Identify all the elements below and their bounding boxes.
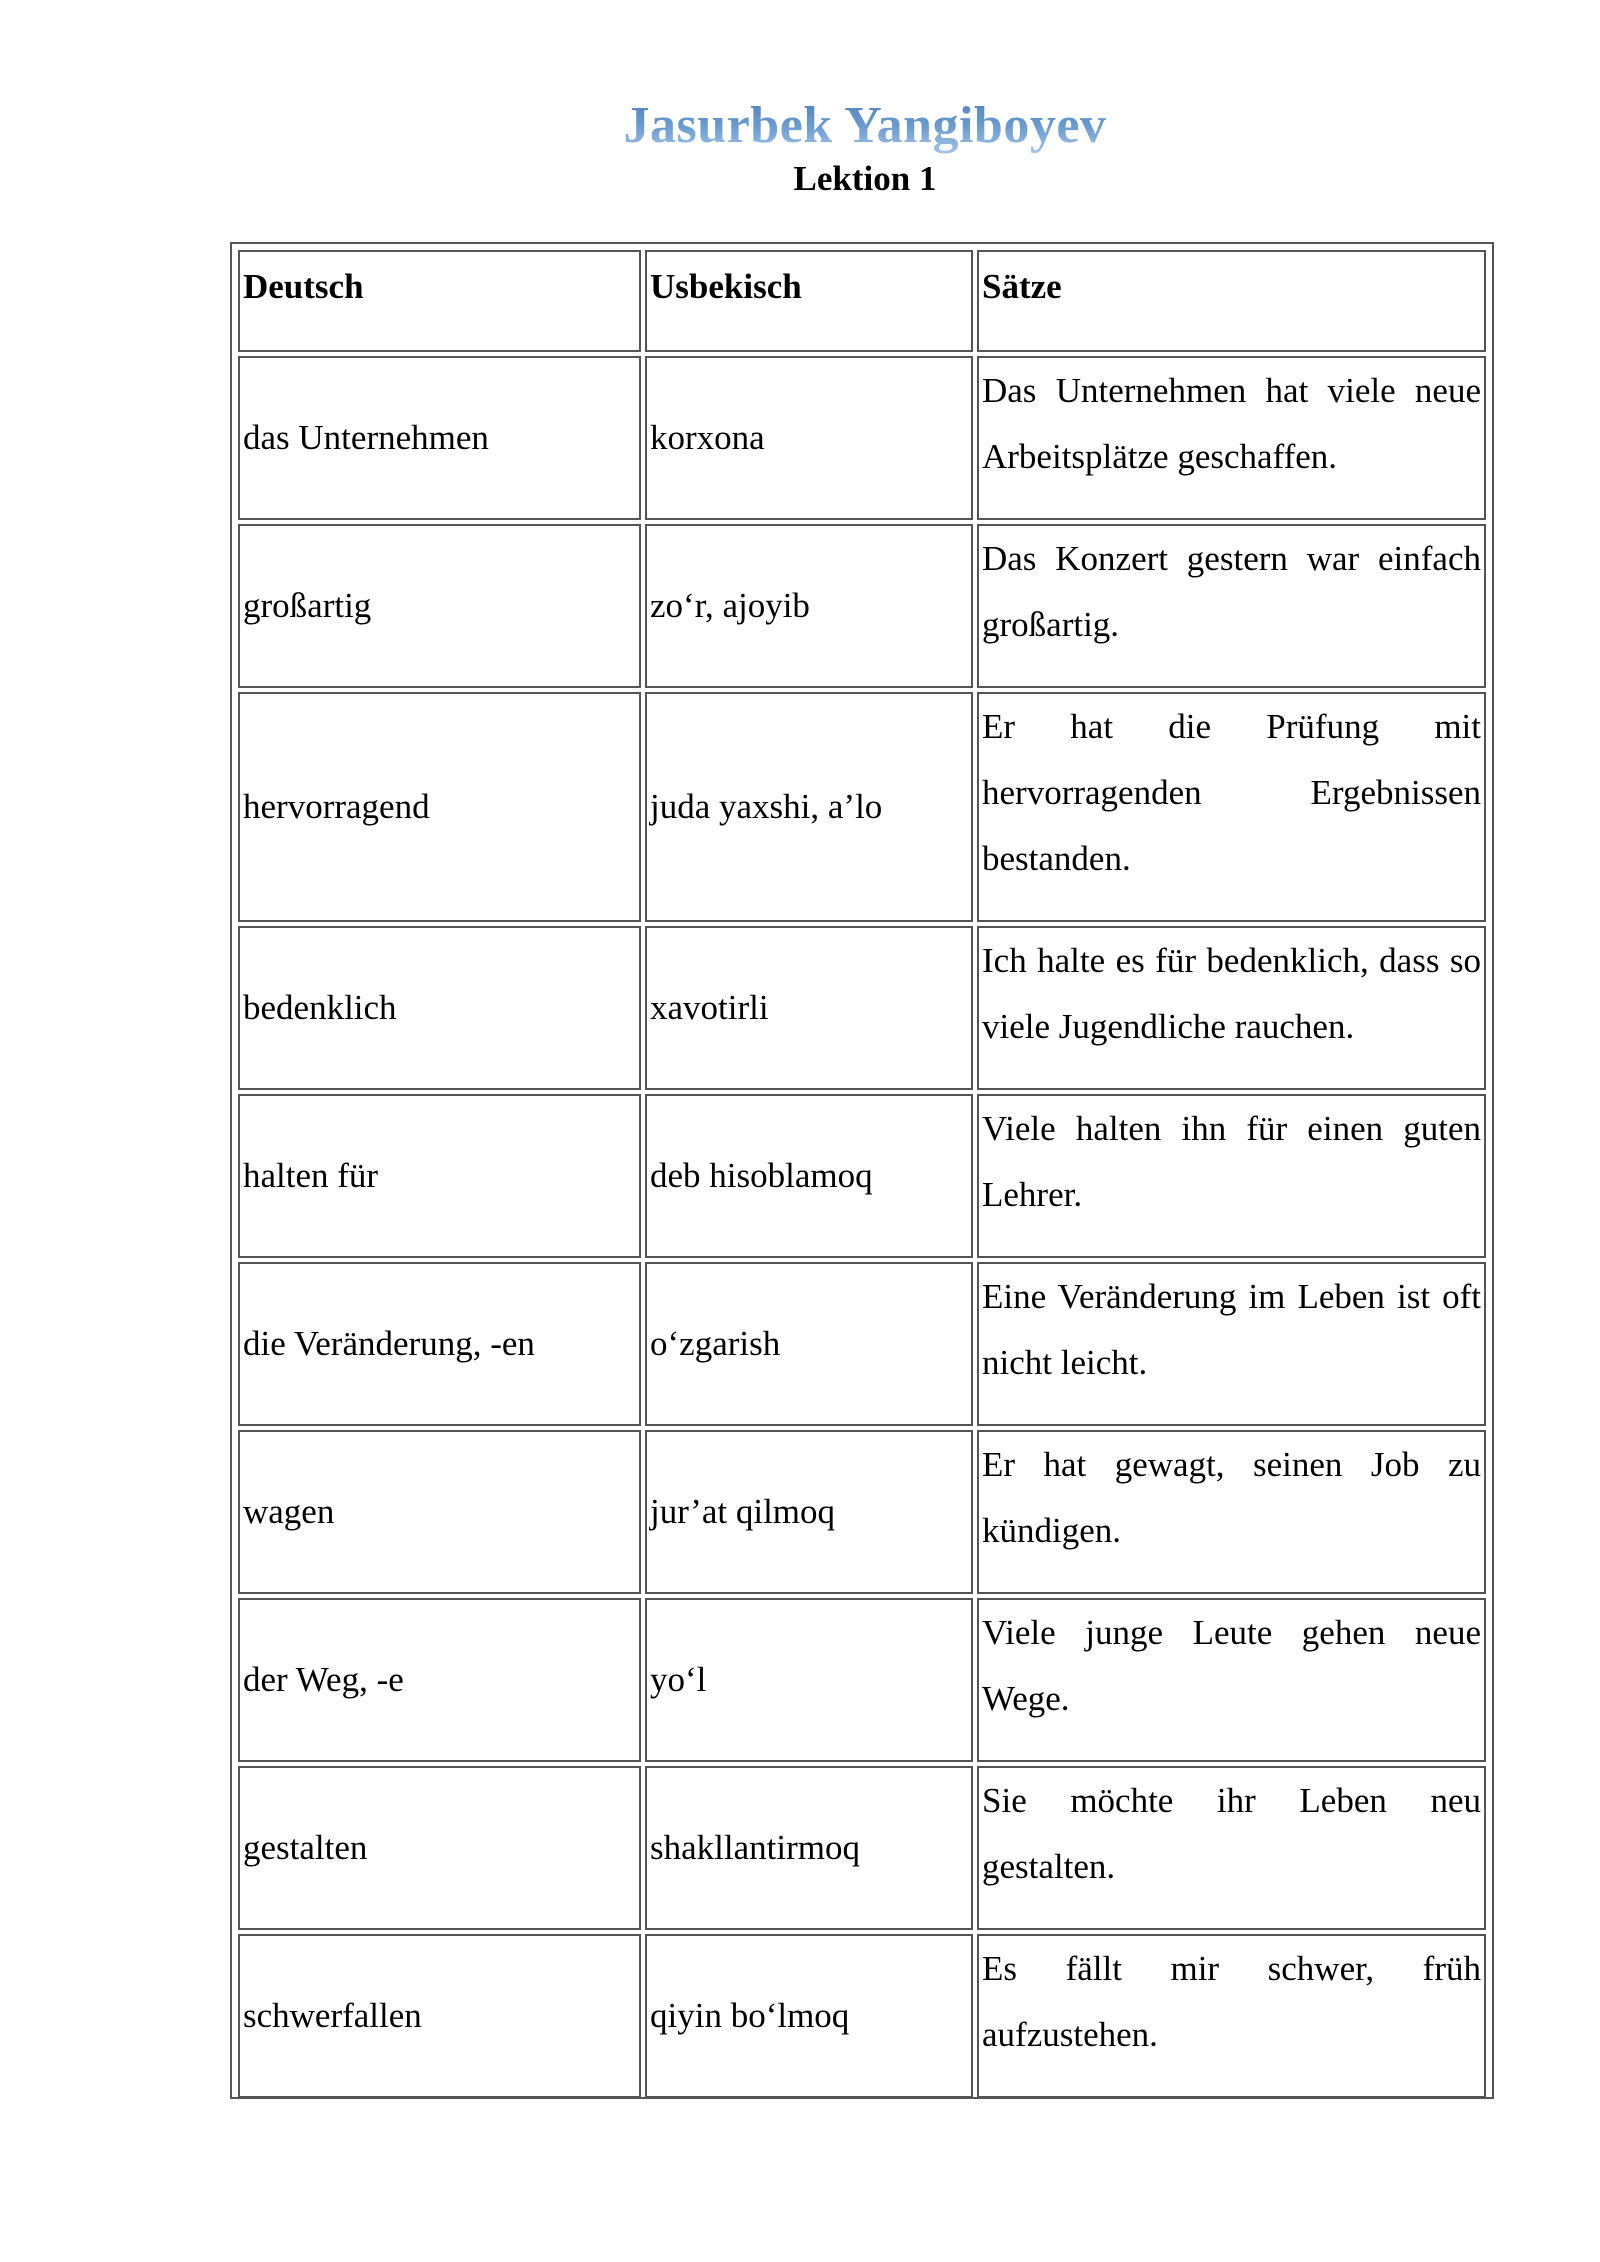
cell-deutsch: die Veränderung, -en xyxy=(238,1262,641,1426)
cell-satz: Er hat gewagt, seinen Job zu kündigen. xyxy=(977,1430,1486,1594)
header-deutsch: Deutsch xyxy=(238,250,641,352)
cell-satz: Ich halte es für bedenklich, dass so viele Jugendliche rauchen. xyxy=(977,926,1486,1090)
cell-usbekisch: o‘zgarish xyxy=(645,1262,973,1426)
vocabulary-table xyxy=(230,242,1494,2099)
cell-usbekisch: zo‘r, ajoyib xyxy=(645,524,973,688)
cell-usbekisch: xavotirli xyxy=(645,926,973,1090)
cell-usbekisch: qiyin bo‘lmoq xyxy=(645,1934,973,2098)
cell-satz: Viele halten ihn für einen guten Lehrer. xyxy=(977,1094,1486,1258)
cell-satz: Das Unternehmen hat viele neue Arbeitsplätze geschaffen. xyxy=(977,356,1486,520)
table-row xyxy=(238,1430,1486,1594)
cell-deutsch: bedenklich xyxy=(238,926,641,1090)
cell-usbekisch: jur’at qilmoq xyxy=(645,1430,973,1594)
cell-deutsch: halten für xyxy=(238,1094,641,1258)
cell-deutsch: großartig xyxy=(238,524,641,688)
cell-deutsch: wagen xyxy=(238,1430,641,1594)
cell-usbekisch: korxona xyxy=(645,356,973,520)
author-name: Jasurbek Yangiboyev xyxy=(0,96,1600,156)
cell-satz: Viele junge Leute gehen neue Wege. xyxy=(977,1598,1486,1762)
header-row xyxy=(238,250,1486,352)
cell-usbekisch: shakllantirmoq xyxy=(645,1766,973,1930)
table-row xyxy=(238,1766,1486,1930)
header-usbekisch: Usbekisch xyxy=(645,250,973,352)
cell-usbekisch: yo‘l xyxy=(645,1598,973,1762)
table-row xyxy=(238,1262,1486,1426)
lesson-title: Lektion 1 xyxy=(793,159,937,198)
cell-usbekisch: deb hisoblamoq xyxy=(645,1094,973,1258)
table-row xyxy=(238,1934,1486,2098)
cell-deutsch: das Unternehmen xyxy=(238,356,641,520)
cell-satz: Er hat die Prüfung mit hervorragenden Ergebnissen bestanden. xyxy=(977,692,1486,922)
cell-deutsch: der Weg, -e xyxy=(238,1598,641,1762)
cell-satz: Das Konzert gestern war einfach großartig. xyxy=(977,524,1486,688)
cell-satz: Sie möchte ihr Leben neu gestalten. xyxy=(977,1766,1486,1930)
cell-deutsch: gestalten xyxy=(238,1766,641,1930)
table-row xyxy=(238,524,1486,688)
cell-satz: Eine Veränderung im Leben ist oft nicht leicht. xyxy=(977,1262,1486,1426)
cell-usbekisch: juda yaxshi, a’lo xyxy=(645,692,973,922)
cell-satz: Es fällt mir schwer, früh aufzustehen. xyxy=(977,1934,1486,2098)
table-row xyxy=(238,692,1486,922)
table-row xyxy=(238,356,1486,520)
cell-deutsch: hervorragend xyxy=(238,692,641,922)
table-row xyxy=(238,1094,1486,1258)
header-saetze: Sätze xyxy=(977,250,1486,352)
table-row xyxy=(238,926,1486,1090)
table-row xyxy=(238,1598,1486,1762)
cell-deutsch: schwerfallen xyxy=(238,1934,641,2098)
